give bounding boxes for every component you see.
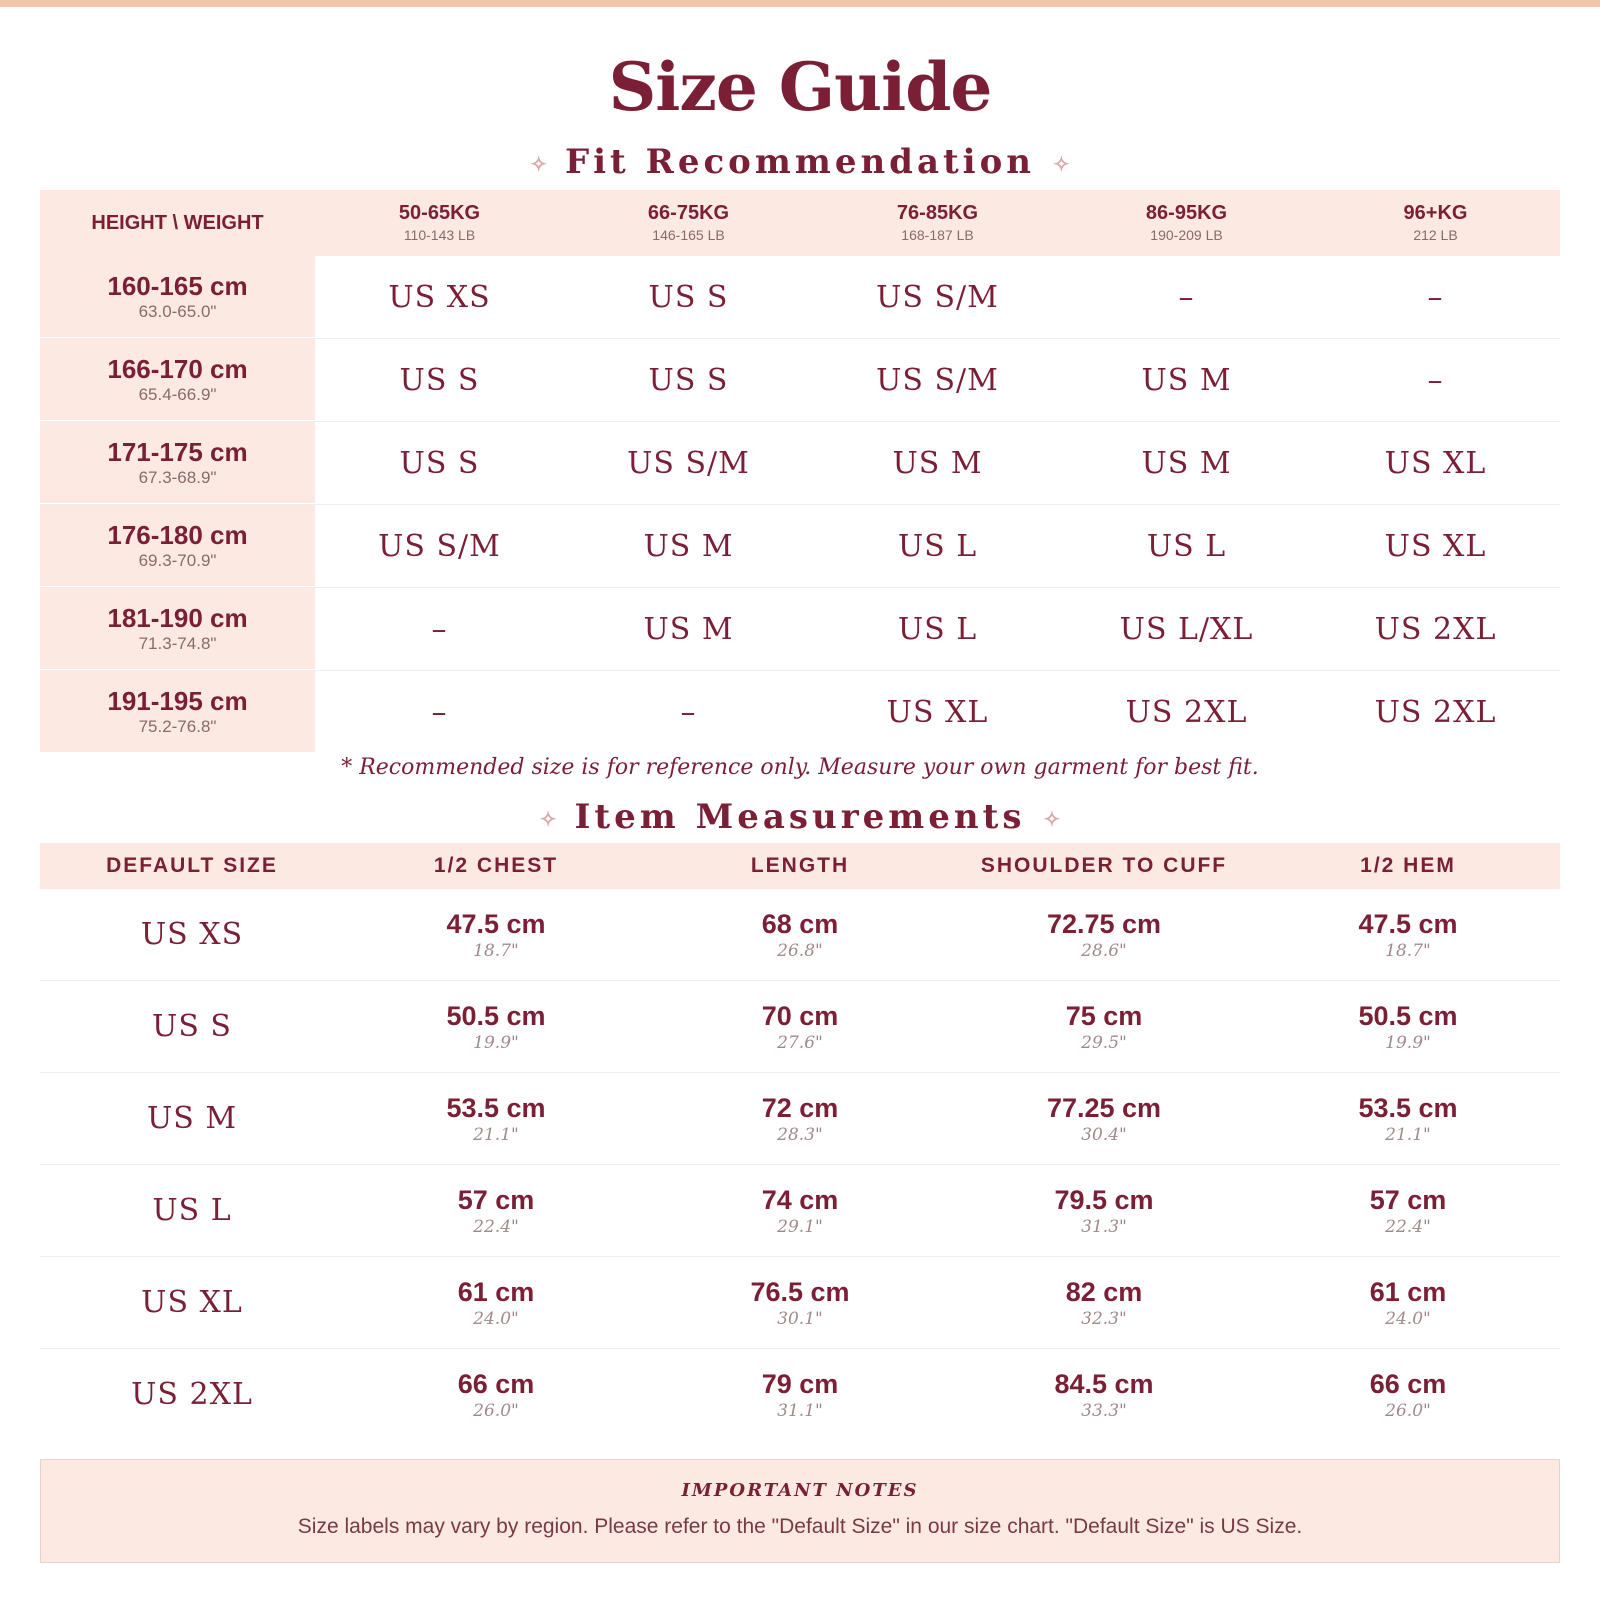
measurement-cell [344,1165,648,1256]
ornament-left-icon: ✧ [539,807,557,831]
measurement-cell [648,981,952,1072]
measurement-cm: 61 cm [457,1276,535,1307]
weight-column-header [315,190,564,256]
measurement-in: 24.0" [473,1308,519,1329]
weight-kg: 50-65KG [398,202,481,224]
measurement-cm: 75 cm [1065,1000,1143,1031]
recommended-size-cell: – [431,611,448,647]
measurement-cell [952,1257,1256,1348]
measurement-in: 24.0" [1385,1308,1431,1329]
measurement-cm: 72 cm [761,1092,839,1123]
recommended-size-cell: US S/M [627,445,750,481]
measurement-cm: 68 cm [761,908,839,939]
measurement-cm: 53.5 cm [1358,1092,1458,1123]
measurement-in: 19.9" [1385,1032,1431,1053]
measurement-cm: 79.5 cm [1054,1184,1154,1215]
measurement-cm: 57 cm [457,1184,535,1215]
measurements-table-row [40,1349,1560,1440]
recommended-size-cell: – [1427,362,1444,398]
recommended-size-cell: US M [643,528,734,564]
weight-lb: 190-209 LB [1150,227,1223,243]
measurement-in: 27.6" [777,1032,823,1053]
notes-body: Size labels may vary by region. Please refer to the "Default Size" in our size chart. "Default Size" is US Size. [297,1515,1303,1538]
height-cm: 160-165 cm [107,270,248,301]
measurement-cell [1256,1165,1560,1256]
weight-kg: 96+KG [1403,202,1468,224]
measurement-in: 28.3" [777,1124,823,1145]
recommended-size-cell: US L [1146,528,1227,564]
fit-table-header [40,190,1560,256]
height-cell [40,339,315,421]
fit-table-body [40,256,1560,753]
ornament-right-icon: ✧ [1053,152,1070,176]
recommended-size-cell: US XS [388,279,491,315]
recommended-size-cell: US M [643,611,734,647]
fit-table-row [40,588,1560,671]
weight-kg: 66-75KG [647,202,730,224]
measurement-cell [1256,1073,1560,1164]
measurement-cm: 53.5 cm [446,1092,546,1123]
recommended-size-cell: US M [892,445,983,481]
top-accent-bar [0,0,1600,7]
measurement-cell [648,1349,952,1440]
fit-table-row [40,505,1560,588]
weight-column-header [813,190,1062,256]
recommended-size-cell: US S/M [876,279,999,315]
height-cell [40,588,315,670]
recommended-size-cell: – [1178,279,1195,315]
measurement-cell [344,1349,648,1440]
measurement-cm: 50.5 cm [1358,1000,1458,1031]
measurement-cm: 61 cm [1369,1276,1447,1307]
measurements-heading-text: Item Measurements [574,797,1026,837]
fit-table-row [40,671,1560,753]
measurement-cm: 47.5 cm [1358,908,1458,939]
default-size-cell: US XL [141,1285,243,1320]
height-weight-header: HEIGHT \ WEIGHT [91,211,264,234]
measurement-cm: 57 cm [1369,1184,1447,1215]
measurements-table-row [40,981,1560,1073]
height-cell [40,422,315,504]
default-size-cell: US 2XL [131,1377,253,1412]
measurement-cell [648,1073,952,1164]
measurements-table-row [40,1257,1560,1349]
measurement-in: 33.3" [1081,1400,1127,1421]
weight-column-header [564,190,813,256]
recommended-size-cell: US S [648,279,729,315]
measurement-cm: 66 cm [457,1368,535,1399]
column-header-chest: 1/2 CHEST [433,854,559,877]
default-size-cell: US M [146,1101,238,1136]
measurements-table-row [40,889,1560,981]
recommended-size-cell: – [1427,279,1444,315]
recommended-size-cell: US 2XL [1125,694,1248,730]
height-cm: 191-195 cm [107,685,248,716]
measurement-in: 22.4" [473,1216,519,1237]
fit-table-row [40,422,1560,505]
weight-kg: 86-95KG [1145,202,1228,224]
measurement-cm: 50.5 cm [446,1000,546,1031]
measurement-in: 32.3" [1081,1308,1127,1329]
measurement-cell [952,1349,1256,1440]
fit-heading-text: Fit Recommendation [565,142,1035,182]
recommended-size-cell: US M [1141,362,1232,398]
weight-kg: 76-85KG [896,202,979,224]
measurement-cm: 76.5 cm [750,1276,850,1307]
height-cm: 171-175 cm [107,436,248,467]
recommended-size-cell: US S/M [876,362,999,398]
measurement-cell [648,1165,952,1256]
measurement-cm: 77.25 cm [1046,1092,1162,1123]
measurement-cell [1256,981,1560,1072]
column-header-length: LENGTH [750,854,850,877]
recommended-size-cell: US L [897,528,978,564]
recommended-size-cell: US S [648,362,729,398]
recommended-size-cell: – [680,694,697,730]
fit-table-row [40,339,1560,422]
recommended-size-cell: US L [897,611,978,647]
measurement-cell [344,981,648,1072]
measurement-cell [1256,889,1560,980]
measurement-cell [952,1073,1256,1164]
measurement-cell [1256,1349,1560,1440]
measurement-in: 30.4" [1081,1124,1127,1145]
measurement-in: 19.9" [473,1032,519,1053]
measurements-table-row [40,1073,1560,1165]
ornament-right-icon: ✧ [1043,807,1061,831]
measurement-in: 29.1" [777,1216,823,1237]
fit-disclaimer: * Recommended size is for reference only. Measure your own garment for best fit. [341,755,1259,780]
measurements-table-row [40,1165,1560,1257]
height-cell [40,256,315,338]
recommended-size-cell: US S [399,445,480,481]
measurement-cell [952,981,1256,1072]
recommended-size-cell: US XL [1384,528,1487,564]
height-in: 71.3-74.8" [138,633,217,653]
height-cell [40,671,315,753]
weight-lb: 146-165 LB [652,227,725,243]
measurement-cell [952,889,1256,980]
height-cm: 181-190 cm [107,602,248,633]
default-size-cell: US L [152,1193,232,1228]
measurement-in: 29.5" [1081,1032,1127,1053]
height-cell [40,505,315,587]
measurement-cell [952,1165,1256,1256]
measurement-in: 26.8" [777,940,823,961]
measurement-cm: 84.5 cm [1054,1368,1154,1399]
column-header-default-size: DEFAULT SIZE [106,854,278,877]
measurement-in: 26.0" [1385,1400,1431,1421]
default-size-cell: US XS [140,917,244,952]
measurement-cm: 72.75 cm [1046,908,1162,939]
recommended-size-cell: US XL [886,694,989,730]
measurement-cm: 70 cm [761,1000,839,1031]
weight-column-header [1062,190,1311,256]
measurement-in: 22.4" [1385,1216,1431,1237]
measurement-in: 21.1" [1385,1124,1431,1145]
item-measurements-table [40,843,1560,1440]
height-in: 69.3-70.9" [138,550,217,570]
measurement-in: 31.1" [777,1400,823,1421]
fit-table-row [40,256,1560,339]
measurement-cell [344,1073,648,1164]
measurement-in: 31.3" [1081,1216,1127,1237]
fit-recommendation-table [40,190,1560,753]
measurement-cm: 82 cm [1065,1276,1143,1307]
ornament-left-icon: ✧ [530,152,547,176]
measurement-cm: 66 cm [1369,1368,1447,1399]
measurement-cell [1256,1257,1560,1348]
measurement-in: 26.0" [473,1400,519,1421]
measurement-in: 30.1" [777,1308,823,1329]
recommended-size-cell: – [431,694,448,730]
recommended-size-cell: US L/XL [1119,611,1254,647]
measurements-table-header [40,843,1560,889]
weight-lb: 212 LB [1413,227,1458,243]
height-in: 65.4-66.9" [138,384,217,404]
column-header-shoulder-to-cuff: SHOULDER TO CUFF [980,854,1228,877]
measurement-cell [344,889,648,980]
measurement-cm: 47.5 cm [446,908,546,939]
height-cm: 166-170 cm [107,353,248,384]
default-size-cell: US S [152,1009,232,1044]
height-cm: 176-180 cm [107,519,248,550]
height-in: 67.3-68.9" [138,467,217,487]
weight-column-header [1311,190,1560,256]
measurement-cell [648,889,952,980]
important-notes-box [40,1459,1560,1563]
recommended-size-cell: US 2XL [1374,694,1497,730]
height-in: 75.2-76.8" [138,716,217,736]
fit-recommendation-heading [0,140,1600,186]
recommended-size-cell: US 2XL [1374,611,1497,647]
recommended-size-cell: US XL [1384,445,1487,481]
weight-lb: 168-187 LB [901,227,974,243]
measurement-in: 28.6" [1081,940,1127,961]
notes-title: IMPORTANT NOTES [681,1480,919,1501]
page-title: Size Guide [608,48,992,126]
measurement-cm: 74 cm [761,1184,839,1215]
column-header-hem: 1/2 HEM [1360,854,1456,877]
measurement-cm: 79 cm [761,1368,839,1399]
measurement-cell [344,1257,648,1348]
recommended-size-cell: US S/M [378,528,501,564]
recommended-size-cell: US S [399,362,480,398]
height-in: 63.0-65.0" [138,301,217,321]
measurement-in: 18.7" [473,940,519,961]
measurements-table-body [40,889,1560,1440]
measurement-cell [648,1257,952,1348]
recommended-size-cell: US M [1141,445,1232,481]
item-measurements-heading [0,795,1600,841]
weight-lb: 110-143 LB [403,227,476,243]
measurement-in: 21.1" [473,1124,519,1145]
measurement-in: 18.7" [1385,940,1431,961]
